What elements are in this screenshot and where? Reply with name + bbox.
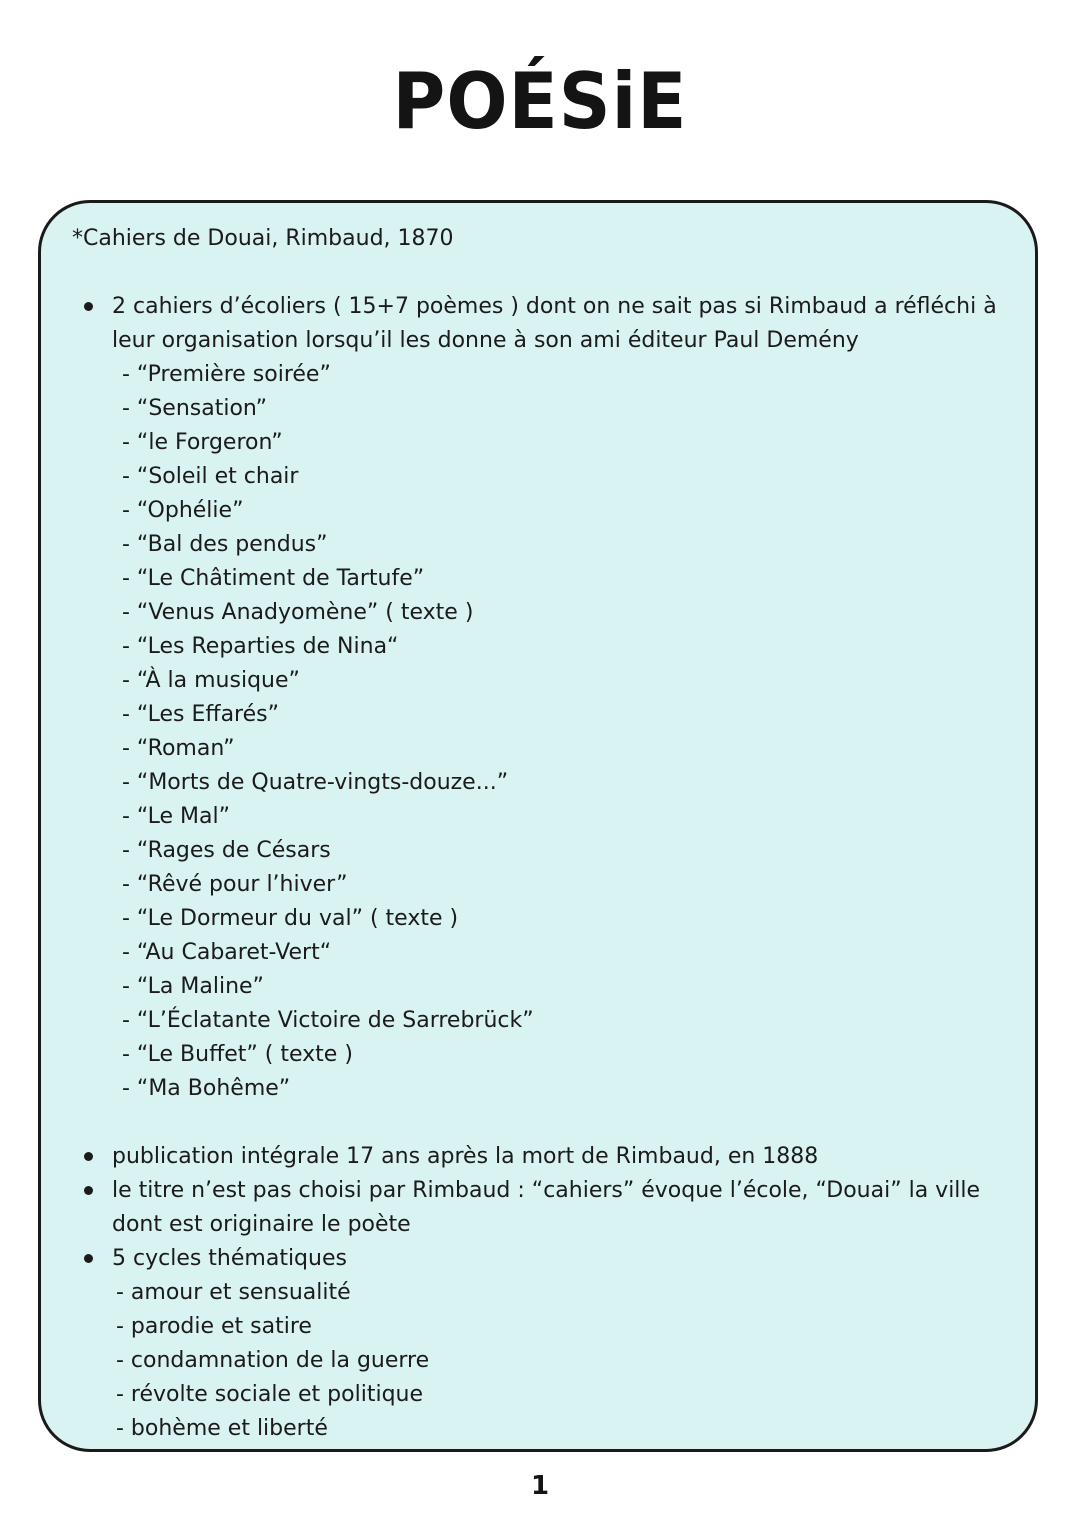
bullet-notebooks-line-1: 2 cahiers d’écoliers ( 15+7 poèmes ) dont on ne sait pas si Rimbaud a réfléchi à <box>112 294 997 319</box>
poem-item: - “Ma Bohême” <box>122 1076 291 1101</box>
poem-item: - “Les Effarés” <box>122 702 280 727</box>
cycle-item: - amour et sensualité <box>116 1280 351 1305</box>
bullet-notebooks-line-2: leur organisation lorsqu’il les donne à son ami éditeur Paul Demény <box>112 328 859 353</box>
poem-item: - “Le Buffet” ( texte ) <box>122 1042 353 1067</box>
cycle-item: - condamnation de la guerre <box>116 1348 430 1373</box>
poem-item: - “À la musique” <box>122 668 300 693</box>
bullet-title-origin-line-2: dont est originaire le poète <box>112 1212 411 1237</box>
poem-item: - “Bal des pendus” <box>122 532 328 557</box>
poem-item: - “Soleil et chair <box>122 464 299 489</box>
source-reference: *Cahiers de Douai, Rimbaud, 1870 <box>72 226 454 251</box>
bullet-title-origin-line-1: le titre n’est pas choisi par Rimbaud : “cahiers” évoque l’école, “Douai” la ville <box>112 1178 981 1203</box>
cycle-list <box>116 1276 429 1446</box>
poem-item: - “Le Châtiment de Tartufe” <box>122 566 425 591</box>
poem-item: - “Rêvé pour l’hiver” <box>122 872 348 897</box>
page-title: POÉSiE <box>392 55 688 147</box>
cycle-item: - parodie et satire <box>116 1314 312 1339</box>
bullet-cycles-text: 5 cycles thématiques <box>112 1246 347 1271</box>
bullet-dot-icon <box>84 1186 93 1195</box>
bullet-dot-icon <box>84 1152 93 1161</box>
cycle-item: - bohème et liberté <box>116 1416 328 1441</box>
poem-item: - “Rages de Césars <box>122 838 331 863</box>
bullet-dot-icon <box>84 302 93 311</box>
poem-item: - “L’Éclatante Victoire de Sarrebrück” <box>122 1008 534 1033</box>
poem-item: - “Au Cabaret-Vert“ <box>122 940 332 965</box>
poem-list <box>122 358 534 1106</box>
poem-item: - “La Maline” <box>122 974 264 999</box>
page-number: 1 <box>530 1471 550 1501</box>
poem-item: - “Roman” <box>122 736 235 761</box>
poem-item: - “Morts de Quatre-vingts-douze...” <box>122 770 509 795</box>
poem-item: - “Le Mal” <box>122 804 231 829</box>
poem-item: - “Ophélie” <box>122 498 244 523</box>
bullet-publication-text: publication intégrale 17 ans après la mort de Rimbaud, en 1888 <box>112 1144 819 1169</box>
poem-item: - “Venus Anadyomène” ( texte ) <box>122 600 474 625</box>
cycle-item: - révolte sociale et politique <box>116 1382 424 1407</box>
poem-item: - “Sensation” <box>122 396 268 421</box>
poem-item: - “le Forgeron” <box>122 430 283 455</box>
bullet-dot-icon <box>84 1254 93 1263</box>
poem-item: - “Le Dormeur du val” ( texte ) <box>122 906 459 931</box>
poem-item: - “Les Reparties de Nina“ <box>122 634 399 659</box>
poem-item: - “Première soirée” <box>122 362 331 387</box>
